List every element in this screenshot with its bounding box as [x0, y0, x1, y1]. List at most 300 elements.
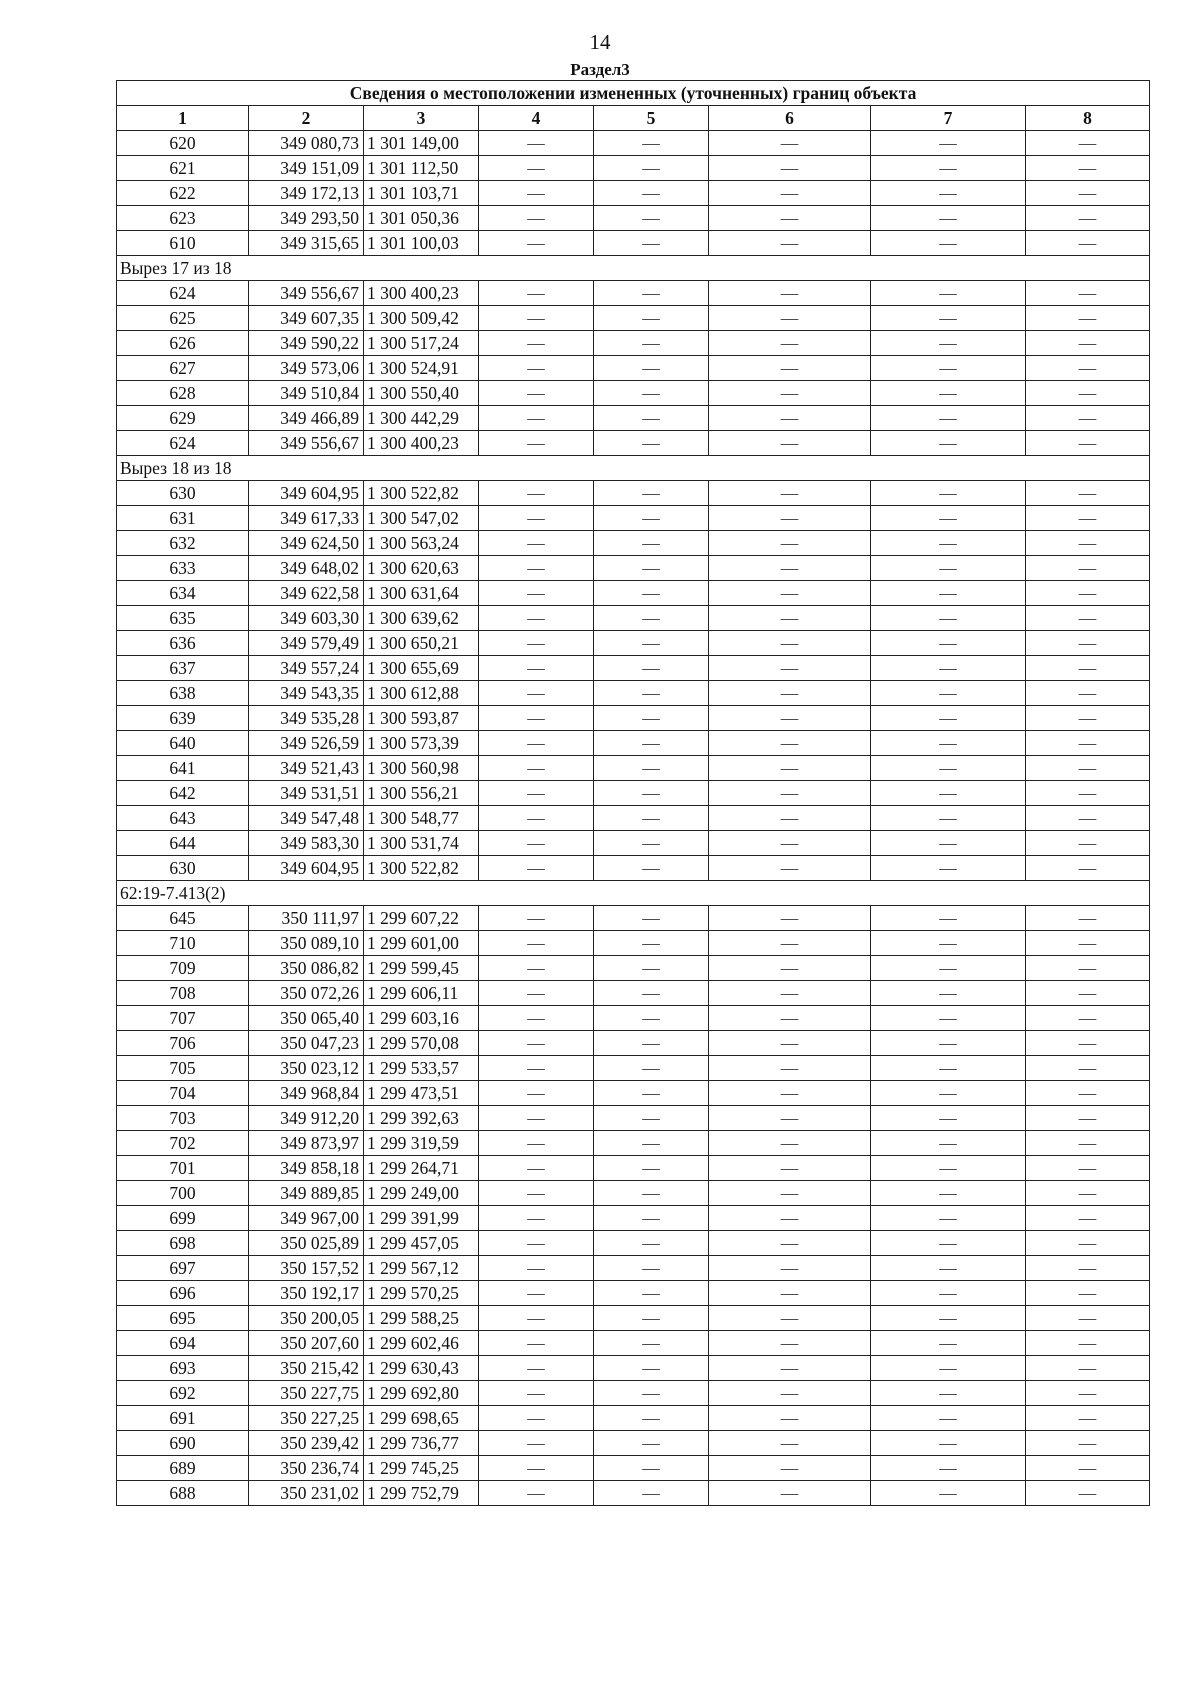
empty-value-cell: —: [871, 706, 1026, 731]
empty-value-cell: —: [871, 806, 1026, 831]
empty-value-cell: —: [871, 856, 1026, 881]
empty-value-cell: —: [479, 706, 594, 731]
empty-value-cell: —: [594, 631, 709, 656]
table-row: [117, 581, 1150, 606]
empty-value-cell: —: [594, 831, 709, 856]
empty-value-cell: —: [709, 306, 871, 331]
point-number-cell: 692: [117, 1381, 249, 1406]
table-row: [117, 1181, 1150, 1206]
table-row: [117, 1206, 1150, 1231]
empty-value-cell: —: [1026, 606, 1150, 631]
table-row: [117, 856, 1150, 881]
group-label: Вырез 18 из 18: [117, 456, 1150, 481]
column-number: 5: [594, 106, 709, 131]
table-row: [117, 231, 1150, 256]
point-number-cell: 691: [117, 1406, 249, 1431]
y-coordinate-cell: 1 300 573,39: [364, 731, 479, 756]
empty-value-cell: —: [709, 481, 871, 506]
table-row: [117, 1431, 1150, 1456]
x-coordinate-cell: 349 531,51: [249, 781, 364, 806]
x-coordinate-cell: 349 573,06: [249, 356, 364, 381]
empty-value-cell: —: [1026, 1231, 1150, 1256]
y-coordinate-cell: 1 300 400,23: [364, 431, 479, 456]
empty-value-cell: —: [594, 1006, 709, 1031]
empty-value-cell: —: [709, 856, 871, 881]
empty-value-cell: —: [871, 181, 1026, 206]
y-coordinate-cell: 1 299 319,59: [364, 1131, 479, 1156]
empty-value-cell: —: [709, 1481, 871, 1506]
empty-value-cell: —: [594, 1456, 709, 1481]
table-row: [117, 506, 1150, 531]
point-number-cell: 634: [117, 581, 249, 606]
empty-value-cell: —: [1026, 1156, 1150, 1181]
table-row: [117, 1106, 1150, 1131]
empty-value-cell: —: [1026, 431, 1150, 456]
empty-value-cell: —: [479, 956, 594, 981]
point-number-cell: 697: [117, 1256, 249, 1281]
point-number-cell: 636: [117, 631, 249, 656]
empty-value-cell: —: [709, 1381, 871, 1406]
empty-value-cell: —: [479, 531, 594, 556]
table-row: [117, 1381, 1150, 1406]
y-coordinate-cell: 1 299 752,79: [364, 1481, 479, 1506]
point-number-cell: 640: [117, 731, 249, 756]
empty-value-cell: —: [709, 331, 871, 356]
table-row: [117, 956, 1150, 981]
column-number: 6: [709, 106, 871, 131]
point-number-cell: 639: [117, 706, 249, 731]
point-number-cell: 690: [117, 1431, 249, 1456]
empty-value-cell: —: [594, 1256, 709, 1281]
empty-value-cell: —: [479, 556, 594, 581]
x-coordinate-cell: 350 157,52: [249, 1256, 364, 1281]
y-coordinate-cell: 1 300 560,98: [364, 756, 479, 781]
y-coordinate-cell: 1 300 631,64: [364, 581, 479, 606]
empty-value-cell: —: [479, 1206, 594, 1231]
x-coordinate-cell: 349 151,09: [249, 156, 364, 181]
x-coordinate-cell: 349 607,35: [249, 306, 364, 331]
point-number-cell: 629: [117, 406, 249, 431]
point-number-cell: 632: [117, 531, 249, 556]
column-number: 7: [871, 106, 1026, 131]
empty-value-cell: —: [594, 606, 709, 631]
empty-value-cell: —: [594, 1181, 709, 1206]
empty-value-cell: —: [871, 356, 1026, 381]
empty-value-cell: —: [871, 581, 1026, 606]
table-row: [117, 1131, 1150, 1156]
empty-value-cell: —: [871, 1156, 1026, 1181]
empty-value-cell: —: [479, 1256, 594, 1281]
empty-value-cell: —: [479, 181, 594, 206]
x-coordinate-cell: 350 227,25: [249, 1406, 364, 1431]
table-row: [117, 431, 1150, 456]
empty-value-cell: —: [709, 606, 871, 631]
empty-value-cell: —: [479, 1031, 594, 1056]
table-row: [117, 556, 1150, 581]
empty-value-cell: —: [871, 731, 1026, 756]
y-coordinate-cell: 1 299 457,05: [364, 1231, 479, 1256]
empty-value-cell: —: [709, 1231, 871, 1256]
empty-value-cell: —: [709, 981, 871, 1006]
empty-value-cell: —: [594, 781, 709, 806]
point-number-cell: 623: [117, 206, 249, 231]
table-row: [117, 731, 1150, 756]
x-coordinate-cell: 349 543,35: [249, 681, 364, 706]
empty-value-cell: —: [709, 356, 871, 381]
empty-value-cell: —: [479, 1231, 594, 1256]
table-row: [117, 706, 1150, 731]
empty-value-cell: —: [594, 1131, 709, 1156]
empty-value-cell: —: [709, 506, 871, 531]
empty-value-cell: —: [594, 481, 709, 506]
empty-value-cell: —: [1026, 856, 1150, 881]
empty-value-cell: —: [479, 806, 594, 831]
empty-value-cell: —: [871, 1131, 1026, 1156]
y-coordinate-cell: 1 299 606,11: [364, 981, 479, 1006]
x-coordinate-cell: 349 579,49: [249, 631, 364, 656]
empty-value-cell: —: [594, 1281, 709, 1306]
empty-value-cell: —: [871, 1356, 1026, 1381]
empty-value-cell: —: [709, 1106, 871, 1131]
table-row: [117, 906, 1150, 931]
y-coordinate-cell: 1 301 112,50: [364, 156, 479, 181]
y-coordinate-cell: 1 300 650,21: [364, 631, 479, 656]
empty-value-cell: —: [1026, 906, 1150, 931]
y-coordinate-cell: 1 299 630,43: [364, 1356, 479, 1381]
empty-value-cell: —: [709, 731, 871, 756]
empty-value-cell: —: [709, 1306, 871, 1331]
empty-value-cell: —: [479, 1056, 594, 1081]
empty-value-cell: —: [1026, 331, 1150, 356]
empty-value-cell: —: [594, 706, 709, 731]
empty-value-cell: —: [871, 1306, 1026, 1331]
empty-value-cell: —: [871, 1281, 1026, 1306]
empty-value-cell: —: [479, 1431, 594, 1456]
x-coordinate-cell: 349 617,33: [249, 506, 364, 531]
empty-value-cell: —: [871, 406, 1026, 431]
y-coordinate-cell: 1 300 442,29: [364, 406, 479, 431]
table-row: [117, 1256, 1150, 1281]
empty-value-cell: —: [709, 806, 871, 831]
empty-value-cell: —: [594, 1206, 709, 1231]
empty-value-cell: —: [709, 581, 871, 606]
x-coordinate-cell: 349 873,97: [249, 1131, 364, 1156]
empty-value-cell: —: [709, 1256, 871, 1281]
empty-value-cell: —: [709, 531, 871, 556]
empty-value-cell: —: [871, 206, 1026, 231]
y-coordinate-cell: 1 299 607,22: [364, 906, 479, 931]
empty-value-cell: —: [1026, 581, 1150, 606]
empty-value-cell: —: [1026, 156, 1150, 181]
empty-value-cell: —: [871, 656, 1026, 681]
empty-value-cell: —: [594, 1031, 709, 1056]
empty-value-cell: —: [871, 531, 1026, 556]
table-row: [117, 206, 1150, 231]
empty-value-cell: —: [594, 1156, 709, 1181]
empty-value-cell: —: [479, 356, 594, 381]
empty-value-cell: —: [709, 281, 871, 306]
group-row: [117, 456, 1150, 481]
empty-value-cell: —: [709, 756, 871, 781]
x-coordinate-cell: 349 510,84: [249, 381, 364, 406]
empty-value-cell: —: [479, 1481, 594, 1506]
table-row: [117, 1231, 1150, 1256]
table-row: [117, 656, 1150, 681]
table-caption: Сведения о местоположении измененных (уточненных) границ объекта: [117, 81, 1150, 106]
empty-value-cell: —: [709, 631, 871, 656]
y-coordinate-cell: 1 299 692,80: [364, 1381, 479, 1406]
empty-value-cell: —: [1026, 1306, 1150, 1331]
empty-value-cell: —: [479, 281, 594, 306]
empty-value-cell: —: [709, 181, 871, 206]
table-row: [117, 356, 1150, 381]
empty-value-cell: —: [1026, 356, 1150, 381]
x-coordinate-cell: 349 293,50: [249, 206, 364, 231]
empty-value-cell: —: [709, 831, 871, 856]
y-coordinate-cell: 1 299 736,77: [364, 1431, 479, 1456]
empty-value-cell: —: [709, 931, 871, 956]
empty-value-cell: —: [1026, 1431, 1150, 1456]
x-coordinate-cell: 350 207,60: [249, 1331, 364, 1356]
x-coordinate-cell: 350 215,42: [249, 1356, 364, 1381]
empty-value-cell: —: [871, 556, 1026, 581]
table-row: [117, 1406, 1150, 1431]
point-number-cell: 688: [117, 1481, 249, 1506]
empty-value-cell: —: [1026, 306, 1150, 331]
empty-value-cell: —: [709, 1131, 871, 1156]
empty-value-cell: —: [594, 1306, 709, 1331]
empty-value-cell: —: [871, 306, 1026, 331]
empty-value-cell: —: [1026, 131, 1150, 156]
empty-value-cell: —: [594, 906, 709, 931]
y-coordinate-cell: 1 299 392,63: [364, 1106, 479, 1131]
empty-value-cell: —: [1026, 1056, 1150, 1081]
column-number: 4: [479, 106, 594, 131]
empty-value-cell: —: [594, 206, 709, 231]
x-coordinate-cell: 349 466,89: [249, 406, 364, 431]
table-row: [117, 606, 1150, 631]
table-row: [117, 1081, 1150, 1106]
empty-value-cell: —: [709, 131, 871, 156]
empty-value-cell: —: [871, 631, 1026, 656]
y-coordinate-cell: 1 299 745,25: [364, 1456, 479, 1481]
empty-value-cell: —: [1026, 1181, 1150, 1206]
empty-value-cell: —: [479, 1106, 594, 1131]
empty-value-cell: —: [1026, 181, 1150, 206]
empty-value-cell: —: [871, 331, 1026, 356]
x-coordinate-cell: 350 025,89: [249, 1231, 364, 1256]
empty-value-cell: —: [479, 581, 594, 606]
x-coordinate-cell: 349 535,28: [249, 706, 364, 731]
y-coordinate-cell: 1 299 473,51: [364, 1081, 479, 1106]
y-coordinate-cell: 1 300 517,24: [364, 331, 479, 356]
point-number-cell: 706: [117, 1031, 249, 1056]
x-coordinate-cell: 349 889,85: [249, 1181, 364, 1206]
x-coordinate-cell: 349 315,65: [249, 231, 364, 256]
empty-value-cell: —: [479, 681, 594, 706]
empty-value-cell: —: [1026, 706, 1150, 731]
empty-value-cell: —: [1026, 731, 1150, 756]
y-coordinate-cell: 1 299 264,71: [364, 1156, 479, 1181]
point-number-cell: 627: [117, 356, 249, 381]
x-coordinate-cell: 349 557,24: [249, 656, 364, 681]
y-coordinate-cell: 1 299 567,12: [364, 1256, 479, 1281]
y-coordinate-cell: 1 299 602,46: [364, 1331, 479, 1356]
empty-value-cell: —: [594, 931, 709, 956]
table-row: [117, 381, 1150, 406]
empty-value-cell: —: [479, 606, 594, 631]
empty-value-cell: —: [1026, 956, 1150, 981]
x-coordinate-cell: 350 111,97: [249, 906, 364, 931]
table-body: [117, 81, 1150, 1506]
y-coordinate-cell: 1 300 612,88: [364, 681, 479, 706]
table-row: [117, 981, 1150, 1006]
empty-value-cell: —: [594, 806, 709, 831]
empty-value-cell: —: [1026, 1106, 1150, 1131]
y-coordinate-cell: 1 300 563,24: [364, 531, 479, 556]
empty-value-cell: —: [709, 381, 871, 406]
empty-value-cell: —: [871, 1256, 1026, 1281]
empty-value-cell: —: [594, 131, 709, 156]
y-coordinate-cell: 1 301 149,00: [364, 131, 479, 156]
table-row: [117, 1056, 1150, 1081]
empty-value-cell: —: [1026, 1406, 1150, 1431]
empty-value-cell: —: [709, 431, 871, 456]
empty-value-cell: —: [594, 1081, 709, 1106]
empty-value-cell: —: [709, 956, 871, 981]
empty-value-cell: —: [871, 481, 1026, 506]
empty-value-cell: —: [709, 906, 871, 931]
y-coordinate-cell: 1 299 570,08: [364, 1031, 479, 1056]
point-number-cell: 695: [117, 1306, 249, 1331]
empty-value-cell: —: [871, 231, 1026, 256]
table-caption-row: [117, 81, 1150, 106]
empty-value-cell: —: [709, 156, 871, 181]
empty-value-cell: —: [709, 1006, 871, 1031]
x-coordinate-cell: 349 583,30: [249, 831, 364, 856]
empty-value-cell: —: [871, 1006, 1026, 1031]
empty-value-cell: —: [479, 856, 594, 881]
empty-value-cell: —: [709, 406, 871, 431]
point-number-cell: 635: [117, 606, 249, 631]
y-coordinate-cell: 1 301 103,71: [364, 181, 479, 206]
y-coordinate-cell: 1 300 531,74: [364, 831, 479, 856]
empty-value-cell: —: [479, 1281, 594, 1306]
group-row: [117, 256, 1150, 281]
x-coordinate-cell: 349 968,84: [249, 1081, 364, 1106]
x-coordinate-cell: 349 648,02: [249, 556, 364, 581]
point-number-cell: 707: [117, 1006, 249, 1031]
empty-value-cell: —: [871, 156, 1026, 181]
point-number-cell: 703: [117, 1106, 249, 1131]
empty-value-cell: —: [479, 1381, 594, 1406]
point-number-cell: 704: [117, 1081, 249, 1106]
group-label: Вырез 17 из 18: [117, 256, 1150, 281]
column-number: 3: [364, 106, 479, 131]
empty-value-cell: —: [594, 281, 709, 306]
empty-value-cell: —: [871, 1456, 1026, 1481]
point-number-cell: 624: [117, 281, 249, 306]
y-coordinate-cell: 1 299 599,45: [364, 956, 479, 981]
point-number-cell: 625: [117, 306, 249, 331]
empty-value-cell: —: [594, 1106, 709, 1131]
empty-value-cell: —: [1026, 206, 1150, 231]
point-number-cell: 693: [117, 1356, 249, 1381]
x-coordinate-cell: 349 547,48: [249, 806, 364, 831]
point-number-cell: 645: [117, 906, 249, 931]
point-number-cell: 642: [117, 781, 249, 806]
point-number-cell: 622: [117, 181, 249, 206]
empty-value-cell: —: [1026, 281, 1150, 306]
point-number-cell: 708: [117, 981, 249, 1006]
empty-value-cell: —: [594, 506, 709, 531]
y-coordinate-cell: 1 301 050,36: [364, 206, 479, 231]
empty-value-cell: —: [871, 1031, 1026, 1056]
empty-value-cell: —: [479, 231, 594, 256]
empty-value-cell: —: [594, 1231, 709, 1256]
empty-value-cell: —: [871, 756, 1026, 781]
empty-value-cell: —: [1026, 406, 1150, 431]
y-coordinate-cell: 1 300 550,40: [364, 381, 479, 406]
table-row: [117, 1331, 1150, 1356]
empty-value-cell: —: [594, 181, 709, 206]
x-coordinate-cell: 350 192,17: [249, 1281, 364, 1306]
x-coordinate-cell: 349 858,18: [249, 1156, 364, 1181]
y-coordinate-cell: 1 299 698,65: [364, 1406, 479, 1431]
empty-value-cell: —: [709, 1406, 871, 1431]
column-number: 1: [117, 106, 249, 131]
x-coordinate-cell: 349 526,59: [249, 731, 364, 756]
table-row: [117, 1456, 1150, 1481]
empty-value-cell: —: [594, 681, 709, 706]
empty-value-cell: —: [479, 1156, 594, 1181]
empty-value-cell: —: [1026, 1031, 1150, 1056]
table-row: [117, 306, 1150, 331]
empty-value-cell: —: [871, 1106, 1026, 1131]
point-number-cell: 710: [117, 931, 249, 956]
empty-value-cell: —: [1026, 1256, 1150, 1281]
empty-value-cell: —: [709, 1181, 871, 1206]
empty-value-cell: —: [709, 681, 871, 706]
empty-value-cell: —: [871, 1406, 1026, 1431]
point-number-cell: 620: [117, 131, 249, 156]
y-coordinate-cell: 1 300 655,69: [364, 656, 479, 681]
empty-value-cell: —: [709, 231, 871, 256]
x-coordinate-cell: 350 236,74: [249, 1456, 364, 1481]
empty-value-cell: —: [479, 631, 594, 656]
group-label: 62:19-7.413(2): [117, 881, 1150, 906]
empty-value-cell: —: [479, 981, 594, 1006]
point-number-cell: 694: [117, 1331, 249, 1356]
empty-value-cell: —: [594, 556, 709, 581]
empty-value-cell: —: [594, 756, 709, 781]
empty-value-cell: —: [1026, 1281, 1150, 1306]
table-row: [117, 831, 1150, 856]
coordinates-table: [116, 80, 1150, 1506]
table-row: [117, 631, 1150, 656]
empty-value-cell: —: [871, 681, 1026, 706]
empty-value-cell: —: [479, 1006, 594, 1031]
empty-value-cell: —: [871, 1431, 1026, 1456]
empty-value-cell: —: [479, 931, 594, 956]
point-number-cell: 709: [117, 956, 249, 981]
table-row: [117, 1281, 1150, 1306]
point-number-cell: 689: [117, 1456, 249, 1481]
table-row: [117, 481, 1150, 506]
empty-value-cell: —: [871, 1381, 1026, 1406]
x-coordinate-cell: 350 072,26: [249, 981, 364, 1006]
x-coordinate-cell: 349 521,43: [249, 756, 364, 781]
